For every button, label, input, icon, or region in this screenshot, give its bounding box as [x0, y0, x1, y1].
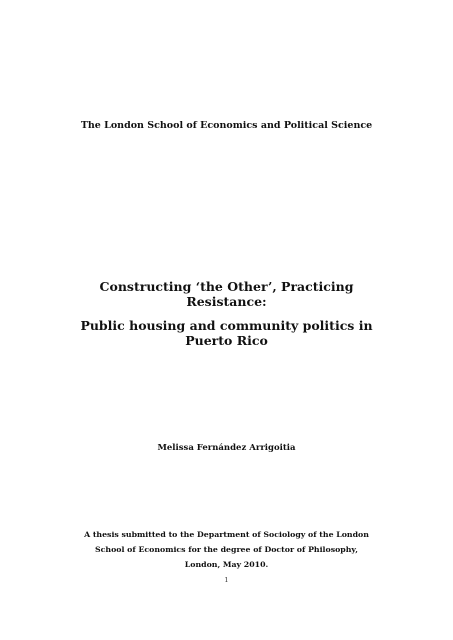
- submission-statement: [40, 527, 413, 572]
- thesis-title-line-2: Resistance:: [186, 294, 267, 309]
- thesis-title: [40, 279, 413, 309]
- thesis-subtitle: [40, 318, 413, 348]
- submission-statement-line-1: A thesis submitted to the Department of Sociology of the London: [84, 530, 369, 539]
- submission-statement-line-3: London, May 2010.: [184, 560, 269, 569]
- page-number: 1: [224, 576, 229, 584]
- author-name: Melissa Fernández Arrigoitia: [157, 443, 296, 453]
- thesis-title-line-1: Constructing ‘the Other’, Practicing: [99, 279, 354, 294]
- thesis-subtitle-line-1: Public housing and community politics in: [80, 318, 373, 333]
- submission-statement-line-2: School of Economics for the degree of Doctor of Philosophy,: [95, 545, 358, 554]
- thesis-subtitle-line-2: Puerto Rico: [185, 333, 268, 348]
- institution-name: The London School of Economics and Political Science: [80, 120, 373, 131]
